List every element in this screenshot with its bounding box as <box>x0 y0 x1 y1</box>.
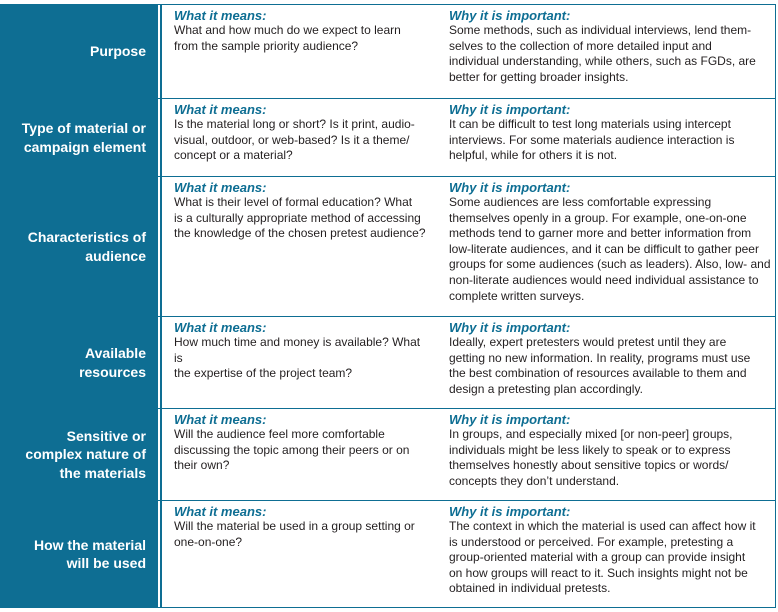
means-heading: What it means: <box>174 180 267 195</box>
row-content <box>160 177 776 316</box>
means-column <box>174 412 430 474</box>
row-label: Characteristics of audience <box>27 229 146 264</box>
why-column <box>449 320 774 397</box>
row-content <box>160 5 776 98</box>
row-label: Purpose <box>89 43 146 60</box>
table-row <box>0 176 776 316</box>
why-heading: Why it is important: <box>449 320 571 335</box>
table-row <box>0 500 776 608</box>
row-content <box>160 317 776 408</box>
means-column <box>174 102 430 164</box>
why-heading: Why it is important: <box>449 8 571 23</box>
means-text: How much time and money is available? What is the expertise of the project team? <box>174 335 421 381</box>
table-row <box>0 408 776 500</box>
row-label-cell <box>0 317 159 408</box>
why-text: In groups, and especially mixed [or non-peer] groups, individuals might be less likely to speak or to express themselves honestly about sensitive topics or words/ concepts they don’t understand. <box>449 427 733 488</box>
why-column <box>449 504 774 597</box>
why-heading: Why it is important: <box>449 412 571 427</box>
why-text: The context in which the material is used can affect how it is understood or perceived. For example, pretesting a group-oriented material with a group can provide insight on how groups will react to it. Such insights might not be obtained in individual pretests. <box>449 519 756 596</box>
means-text: Is the material long or short? Is it print, audio- visual, outdoor, or web-based? Is it a theme/ concept or a material? <box>174 117 415 163</box>
row-label: Type of material or campaign element <box>21 120 146 155</box>
why-text: Ideally, expert pretesters would pretest until they are getting no new information. In reality, programs must use the best combination of resources available to them and design a pretesting plan accordingly. <box>449 335 751 396</box>
means-text: Will the material be used in a group setting or one-on-one? <box>174 519 415 549</box>
means-column <box>174 320 430 382</box>
means-heading: What it means: <box>174 320 267 335</box>
means-heading: What it means: <box>174 102 267 117</box>
table-row <box>0 4 776 98</box>
why-column <box>449 102 774 164</box>
means-heading: What it means: <box>174 412 267 427</box>
row-label-cell <box>0 5 159 98</box>
why-text: Some methods, such as individual interviews, lend them- selves to the collection of more detailed input and individual understanding, while others, such as FGDs, are better for getting broader insights. <box>449 23 756 84</box>
means-heading: What it means: <box>174 504 267 519</box>
means-column <box>174 8 430 54</box>
means-text: What and how much do we expect to learn from the sample priority audience? <box>174 23 401 53</box>
means-heading: What it means: <box>174 8 267 23</box>
means-column <box>174 180 430 242</box>
row-label-cell <box>0 501 159 607</box>
means-text: Will the audience feel more comfortable discussing the topic among their peers or on their own? <box>174 427 410 473</box>
row-content <box>160 409 776 500</box>
why-column <box>449 412 774 489</box>
why-heading: Why it is important: <box>449 102 571 117</box>
table-row <box>0 316 776 408</box>
table-row <box>0 98 776 176</box>
why-column <box>449 8 774 85</box>
row-label-cell <box>0 99 159 176</box>
means-text: What is their level of formal education? What is a culturally appropriate method of accessing the knowledge of the chosen pretest audience? <box>174 195 426 241</box>
row-label: Available resources <box>79 345 146 380</box>
why-heading: Why it is important: <box>449 180 571 195</box>
row-content <box>160 501 776 607</box>
row-label: Sensitive or complex nature of the materials <box>25 427 146 481</box>
row-label-cell <box>0 409 159 500</box>
why-text: It can be difficult to test long materials using intercept interviews. For some materials audience interaction is helpful, while for others it is not. <box>449 117 735 163</box>
why-heading: Why it is important: <box>449 504 571 519</box>
row-label-cell <box>0 177 159 316</box>
row-label: How the material will be used <box>33 536 146 571</box>
why-text: Some audiences are less comfortable expressing themselves openly in a group. For example, one-on-one methods tend to garner more and better information from low-literate audiences, and it can be difficult to gather peer groups for some audiences (such as leaders). Also, low- and non-literate audiences would need individual assistance to complete written surveys. <box>449 195 771 303</box>
means-column <box>174 504 430 550</box>
row-content <box>160 99 776 176</box>
why-column <box>449 180 774 304</box>
